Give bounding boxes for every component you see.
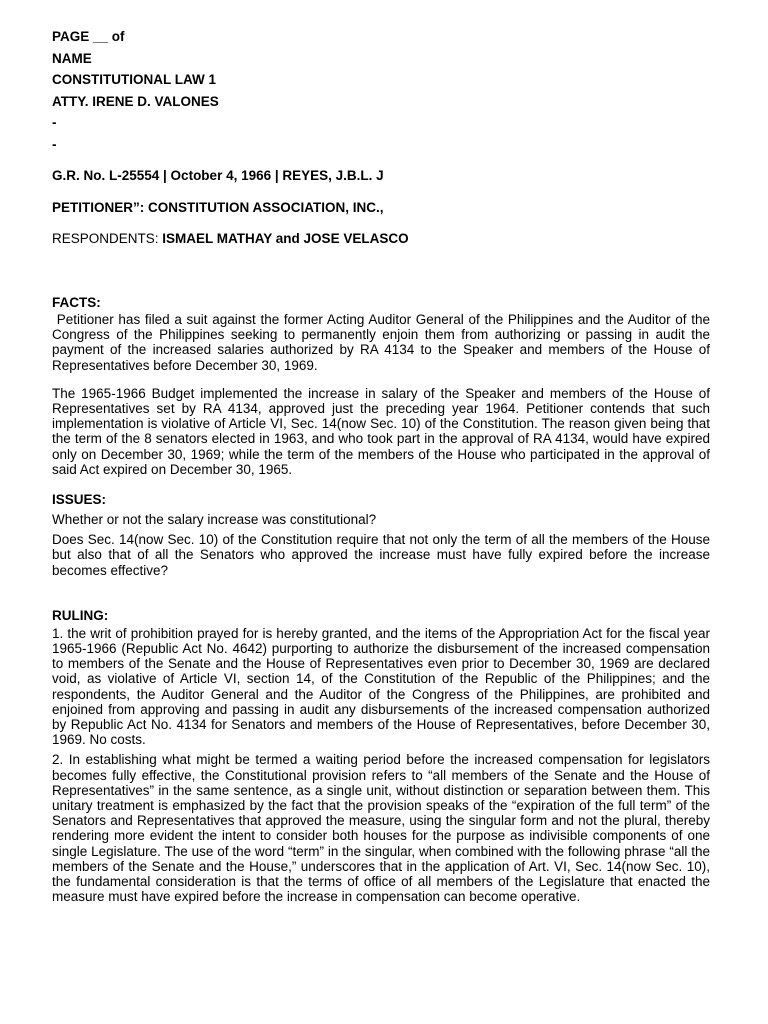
dash-line-2: - [52,136,57,152]
name-line: NAME [52,50,92,66]
petitioner-line: PETITIONER”: CONSTITUTION ASSOCIATION, INC., [52,200,384,215]
ruling-item-1: 1. the writ of prohibition prayed for is hereby granted, and the items of the Appropriation Act for the fiscal year 1965-1966 (Republic Act No. 4642) purporting to authorize the disbursement of the increased compensation to members of the Senate and the House of Representatives even prior to December 30, 1969 are declared void, as violative of Article VI, section 14, of the Constitution of the Republic of the Philippines; and the respondents, the Auditor General and the Auditor of the Congress of the Philippines, are prohibited and enjoined from approving and passing in audit any disbursements of the increased compensation authorized by Republic Act No. 4134 for Senators and members of the House of Representatives, before December 30, 1969. No costs. [52,625,710,748]
respondents-label: RESPONDENTS: [52,231,163,246]
facts-heading: FACTS: [52,295,101,310]
case-citation: G.R. No. L-25554 | October 4, 1966 | REYES, J.B.L. J [52,168,384,183]
issues-heading: ISSUES: [52,492,107,508]
facts-paragraph-2: The 1965-1966 Budget implemented the increase in salary of the Speaker and members of the House of Representatives set by RA 4134, approved just the preceding year 1964. Petitioner contends that such implementation is violative of Article VI, Sec. 14(now Sec. 10) of the Constitution. The reason given being that the term of the 8 senators elected in 1963, and who took part in the approval of RA 4134, would have expired only on December 30, 1969; while the term of the members of the House who participated in the approval of said Act expired on December 30, 1965. [52,385,710,477]
issue-item-2: Does Sec. 14(now Sec. 10) of the Constitution require that not only the term of all the members of the House but also that of all the Senators who approved the increase must have fully expired before the increase becomes effective? [52,532,710,578]
instructor-name: ATTY. IRENE D. VALONES [52,93,219,109]
page-number-line: PAGE __ of [52,29,125,44]
respondents-line [52,230,710,247]
facts-paragraph-1: Petitioner has filed a suit against the former Acting Auditor General of the Philippines and the Auditor of the Congress of the Philippines seeking to permanently enjoin them from authorizing or passing in audit the payment of the increased salaries authorized by RA 4134 to the Speaker and members of the House of Representatives before December 30, 1969. [52,312,714,373]
dash-line-1: - [52,115,57,130]
ruling-item-2: 2. In establishing what might be termed a waiting period before the increased compensation for legislators becomes fully effective, the Constitutional provision refers to “all members of the Senate and the House of Representatives” in the same sentence, as a single unit, without distinction or separation between them. This unitary treatment is emphasized by the fact that the provision speaks of the “expiration of the full term” of the Senators and Representatives that approved the measure, using the singular form and not the plural, thereby rendering more evident the intent to consider both houses for the purpose as indivisible components of one single Legislature. The use of the word “term” in the singular, when combined with the following phrase “all the members of the Senate and the House,” underscores that in the application of Art. VI, Sec. 14(now Sec. 10), the fundamental consideration is that the terms of office of all members of the Legislature that enacted the measure must have expired before the increase in compensation can become operative. [52,752,710,905]
ruling-heading: RULING: [52,607,109,623]
document-page [52,26,714,905]
issue-item-1: Whether or not the salary increase was constitutional? [52,512,377,528]
course-title: CONSTITUTIONAL LAW 1 [52,72,216,87]
respondents-names: ISMAEL MATHAY and JOSE VELASCO [162,231,409,246]
